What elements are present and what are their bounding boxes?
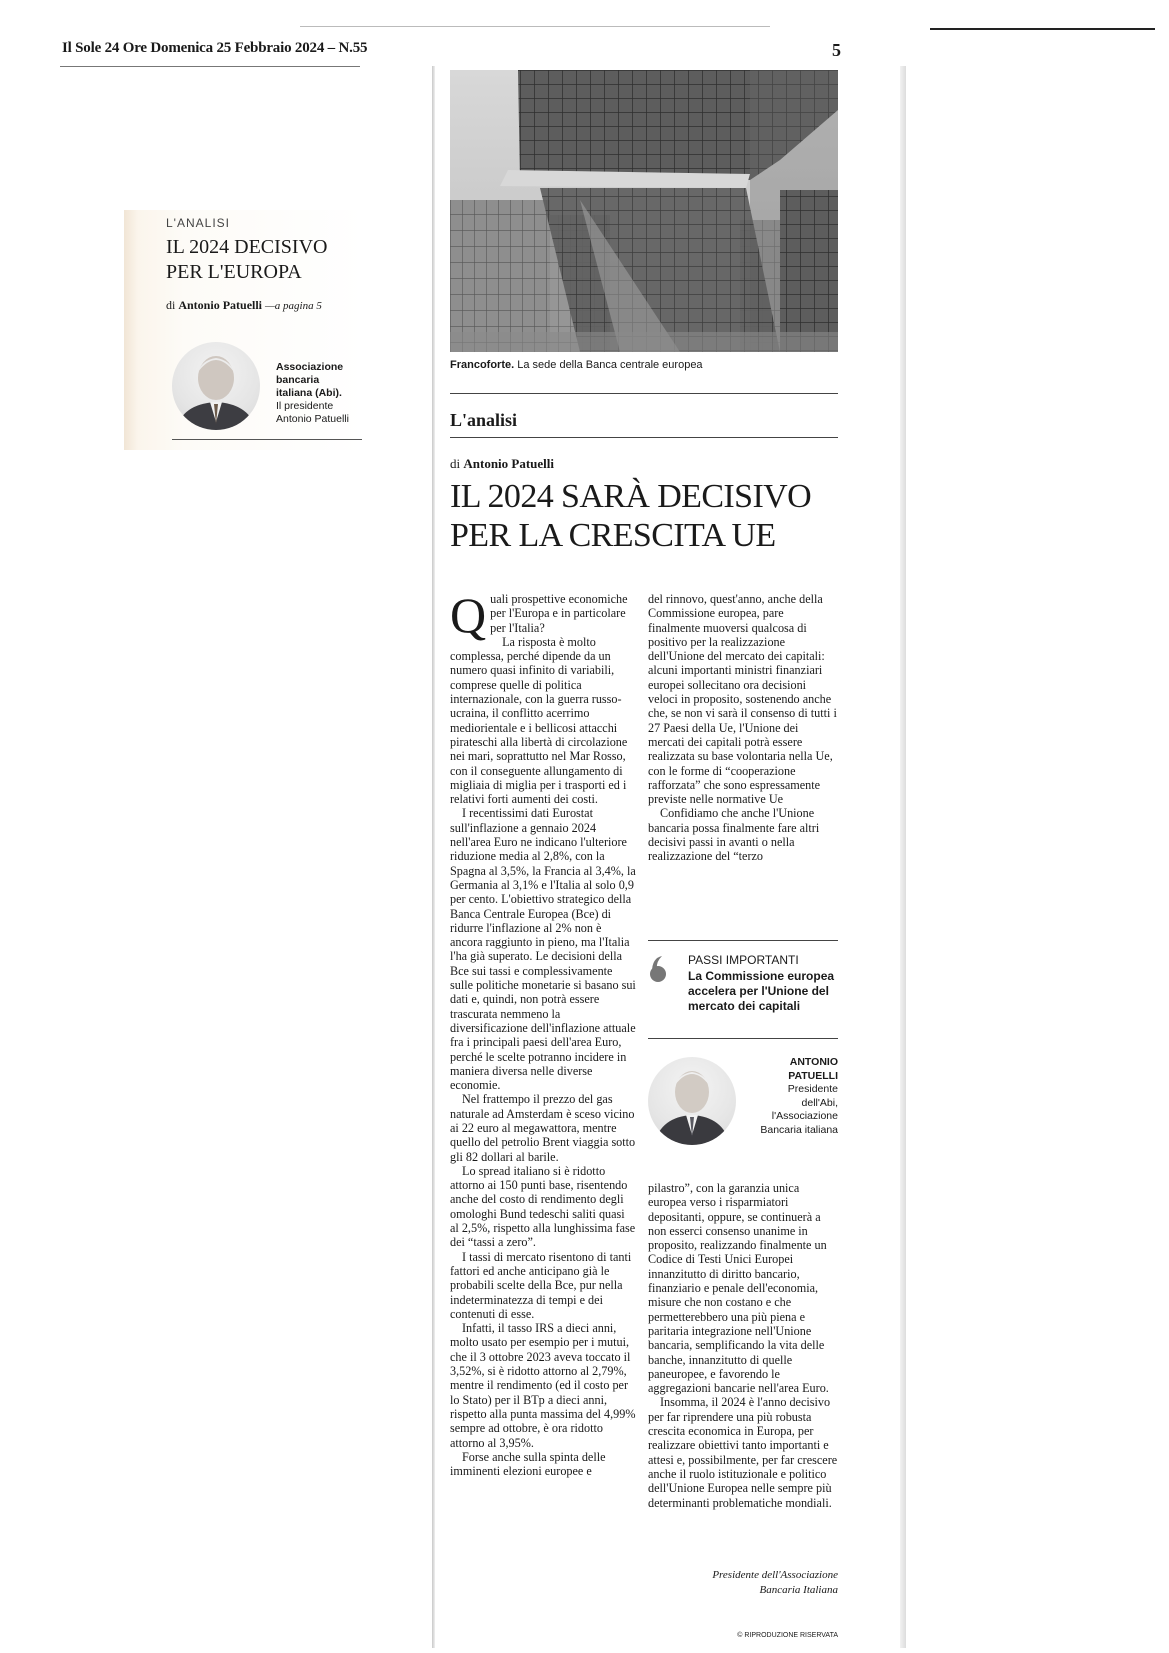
author-signoff xyxy=(648,1568,838,1598)
author-info xyxy=(744,1056,838,1137)
paragraph: Forse anche sulla spinta delle imminenti elezioni europee e xyxy=(450,1449,606,1479)
paragraph: Confidiamo che anche l'Unione bancaria possa finalmente fare altri decisivi passi in avanti o nella realizzazione del “terzo xyxy=(648,806,820,864)
headline xyxy=(450,477,840,555)
article-column-3 xyxy=(648,1181,838,1510)
headline-line: IL 2024 SARÀ DECISIVO xyxy=(450,478,812,515)
drop-cap: Q xyxy=(450,587,487,643)
scan-edge-left xyxy=(432,66,435,1648)
top-rule xyxy=(300,26,770,27)
paragraph: uali prospettive economiche per l'Europa e in particolare per l'Italia? xyxy=(490,592,628,635)
author-name-line: PATUELLI xyxy=(788,1069,838,1082)
caption-line: Il presidente xyxy=(276,400,334,412)
photo-caption xyxy=(450,359,703,371)
summary-byline xyxy=(166,298,322,313)
author-role-line: Presidente xyxy=(787,1083,838,1095)
page-number: 5 xyxy=(832,40,841,60)
caption-line: bancaria xyxy=(276,374,320,386)
caption-line: Associazione xyxy=(276,361,344,373)
paragraph: Insomma, il 2024 è l'anno decisivo per far riprendere una più robusta crescita economica in Europa, per realizzare obiettivi tanto importanti e attesi e, possibilmente, per far crescere anche il ruolo istituzionale e politico dell'Unione Europea nelle sempre più determinanti problematiche mondiali. xyxy=(648,1395,838,1510)
signoff-line: Bancaria Italiana xyxy=(759,1584,838,1596)
photo-caption-place: Francoforte. xyxy=(450,359,515,371)
article-byline-prefix: di xyxy=(450,456,461,471)
paragraph: Infatti, il tasso IRS a dieci anni, molto usato per esempio per i mutui, che il 3 ottobre 2023 aveva toccato il 3,52%, si è ridotto attorno al 2,79%, mentre il rendimento (ed il costo per lo Stato) per il BTp a dieci anni, rispetto alla punta massima del 4,99% sempre ad ottobre, è ora ridotto attorno al 3,95%. xyxy=(450,1321,636,1450)
section-rule xyxy=(450,437,838,438)
pull-quote-rule xyxy=(648,940,838,941)
author-portrait xyxy=(648,1057,736,1145)
signoff-line: Presidente dell'Associazione xyxy=(712,1569,838,1581)
paragraph: I tassi di mercato risentono di tanti fattori ed anche anticipano già le probabili scelte della Bce, pur nella indeterminatezza di tempi e dei contenuti di esse. xyxy=(450,1249,632,1321)
top-rule-bold xyxy=(930,28,1155,30)
paragraph: La risposta è molto complessa, perché dipende da un numero quasi infinito di variabili, comprese quelle di politica internazionale, con la guerra russo- ucraina, il conflitto acerrimo mediorientale e i bellicosi attacchi pirateschi alla libertà di circolazione nei mari, soprattutto nel Mar Rosso, con il conseguente allungamento di migliaia di miglia per i trasporti ed i relativi forti aumenti dei costi. xyxy=(450,634,628,807)
article-column-2 xyxy=(648,592,838,864)
paragraph: pilastro”, con la garanzia unica europea verso i risparmiatori depositanti, oppure, se continuerà a non esserci consenso unanime in proposito, realizzando finalmente un Codice di Testi Unici Europei innanzitutto di diritto bancario, finanziario e penale dell'economia, misure che non costano e che permetterebbero una più piena e paritaria integrazione nell'Unione bancaria, semplificando la vita delle banche, innanzitutto di quelle paneuropee, e favorendo le aggregazioni bancarie nell'area Euro. xyxy=(648,1181,829,1396)
quote-mark-glyph xyxy=(648,954,668,984)
section-label: L'analisi xyxy=(450,410,518,430)
summary-byline-prefix: di xyxy=(166,298,176,312)
pull-quote-kicker: PASSI IMPORTANTI xyxy=(688,953,799,967)
scan-edge-right xyxy=(900,66,906,1648)
summary-title xyxy=(166,235,366,285)
masthead-underline xyxy=(60,66,360,67)
author-role-line: dell'Abi, xyxy=(801,1096,838,1109)
pull-quote-rule xyxy=(648,1038,838,1039)
author-role-line: l'Associazione xyxy=(771,1110,838,1122)
article-byline xyxy=(450,456,554,472)
photo-caption-text: La sede della Banca centrale europea xyxy=(517,359,703,371)
portrait-illustration xyxy=(648,1057,736,1145)
article-byline-name: Antonio Patuelli xyxy=(463,456,555,471)
headline-line: PER LA CRESCITA UE xyxy=(450,517,776,554)
author-portrait-small xyxy=(172,342,260,430)
paragraph: Lo spread italiano si è ridotto attorno ai 150 punti base, risentendo anche del costo di rendimento degli omologhi Bund tedeschi saliti quasi al 2,5%, rispetto alla lunghissima fase dei “tassi a zero”. xyxy=(450,1163,636,1250)
section-rule xyxy=(450,393,838,394)
paragraph: del rinnovo, quest'anno, anche della Commissione europea, pare finalmente muoversi qualcosa di positivo per la realizzazione dell'Unione del mercato dei capitali: alcuni importanti ministri finanziari europei sollecitano ora decisioni veloci in proposito, sostenendo anche che, se non vi sarà il consenso di tutti i 27 Paesi della Ue, l'Unione dei mercati dei capitali potrà essere realizzata su base volontaria nella Ue, con le forme di “cooperazione rafforzata” che sono espressamente previste nelle normative Ue xyxy=(648,592,837,807)
summary-page-ref: —a pagina 5 xyxy=(265,300,322,312)
caption-line: italiana (Abi). xyxy=(276,387,342,399)
masthead: Il Sole 24 Ore Domenica 25 Febbraio 2024 – N.55 xyxy=(62,40,368,56)
caption-line: Antonio Patuelli xyxy=(276,413,349,425)
summary-kicker: L'ANALISI xyxy=(166,216,230,230)
summary-title-line: IL 2024 DECISIVO xyxy=(166,236,328,258)
summary-caption xyxy=(276,361,376,426)
paragraph: Nel frattempo il prezzo del gas naturale ad Amsterdam è sceso vicino ai 22 euro al megawattora, mentre quello del petrolio Brent viaggia sotto gli 82 dollari al barile. xyxy=(450,1092,636,1164)
summary-byline-name: Antonio Patuelli xyxy=(178,298,263,312)
pull-quote-text: La Commissione europea accelera per l'Unione del mercato dei capitali xyxy=(688,969,835,1013)
article-column-1 xyxy=(450,587,636,1479)
summary-title-line: PER L'EUROPA xyxy=(166,261,302,283)
paragraph: I recentissimi dati Eurostat sull'inflazione a gennaio 2024 nell'area Euro ne indicano l'ulteriore riduzione media al 2,8%, con la Spagna al 3,5%, la Francia al 3,4%, la Germania al 3,1% e l'Italia al solo 0,9 per cento. L'obiettivo strategico della Banca Centrale Europea (Bce) di ridurre l'inflazione al 2% non è ancora raggiunto in pieno, ma l'Italia l'ha già superato. Le decisioni della Bce sui tassi e complessivamente sulle politiche monetarie si basano sui dati e, quindi, non potrà essere trascurata nemmeno la diversificazione dell'inflazione attuale fra i principali paesi dell'area Euro, perché le scelte potranno incidere in maniera diversa nelle diverse economie. xyxy=(450,806,636,1093)
author-role-line: Bancaria italiana xyxy=(760,1123,838,1136)
author-name-line: ANTONIO xyxy=(789,1056,838,1068)
portrait-illustration xyxy=(172,342,260,430)
quote-mark-icon xyxy=(648,954,668,984)
ecb-building-illustration xyxy=(450,70,838,352)
ecb-building-photo xyxy=(450,70,838,352)
summary-rule xyxy=(172,439,362,440)
copyright-notice: © RIPRODUZIONE RISERVATA xyxy=(737,1632,838,1639)
